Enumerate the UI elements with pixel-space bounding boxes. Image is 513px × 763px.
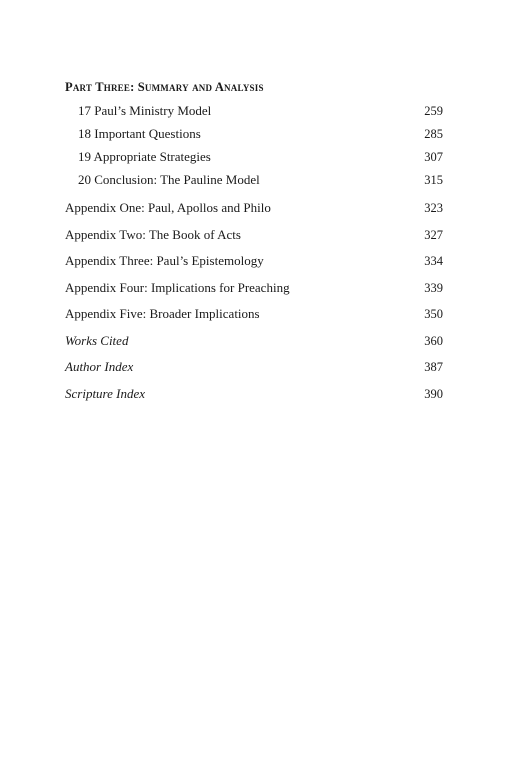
toc-entry-title: Appendix Five: Broader Implications <box>65 306 260 321</box>
toc-entry-chapter-17 <box>65 99 443 122</box>
toc-entry-title: 19 Appropriate Strategies <box>78 149 211 164</box>
toc-entry-page: 285 <box>424 127 443 141</box>
toc-entry-title: Author Index <box>65 359 134 374</box>
toc-entry-appendix-three <box>65 248 443 275</box>
toc-entry-page: 307 <box>424 150 443 164</box>
toc-entry-title: Scripture Index <box>65 385 146 401</box>
toc-entry-works-cited <box>65 328 443 355</box>
toc-entry-appendix-one <box>65 195 443 222</box>
toc-entry-title: Appendix One: Paul, Apollos and Philo <box>65 200 271 215</box>
toc-entry-page: 327 <box>424 227 443 242</box>
toc-entry-page: 339 <box>424 280 443 295</box>
toc-entry-appendix-four <box>65 275 443 302</box>
toc-entry-page: 334 <box>424 254 443 268</box>
toc-entry-title: Appendix Four: Implications for Preaching <box>65 279 290 295</box>
toc-entry-page: 259 <box>424 104 443 118</box>
toc-entry-page: 390 <box>424 386 443 401</box>
toc-entry-page: 323 <box>424 201 443 215</box>
toc-entry-title: Appendix Two: The Book of Acts <box>65 226 241 242</box>
toc-entry-chapter-18 <box>65 122 443 145</box>
toc-entry-chapter-19 <box>65 145 443 168</box>
toc-entry-appendix-two <box>65 222 443 249</box>
toc-entry-page: 360 <box>424 333 443 348</box>
table-of-contents <box>65 76 443 407</box>
toc-entry-scripture-index <box>65 381 443 408</box>
toc-entry-appendix-five <box>65 301 443 328</box>
toc-entry-page: 350 <box>424 307 443 321</box>
toc-entry-page: 387 <box>424 360 443 374</box>
toc-entry-title: Appendix Three: Paul’s Epistemology <box>65 253 264 268</box>
toc-entry-title: Works Cited <box>65 332 129 348</box>
toc-entry-chapter-20 <box>65 168 443 191</box>
toc-entry-title: 18 Important Questions <box>78 126 201 141</box>
toc-entry-page: 315 <box>424 173 443 187</box>
toc-entry-title: 17 Paul’s Ministry Model <box>78 103 212 118</box>
toc-entry-author-index <box>65 354 443 381</box>
part-heading: Part Three: Summary and Analysis <box>65 80 264 94</box>
toc-entry-title: 20 Conclusion: The Pauline Model <box>78 172 260 187</box>
